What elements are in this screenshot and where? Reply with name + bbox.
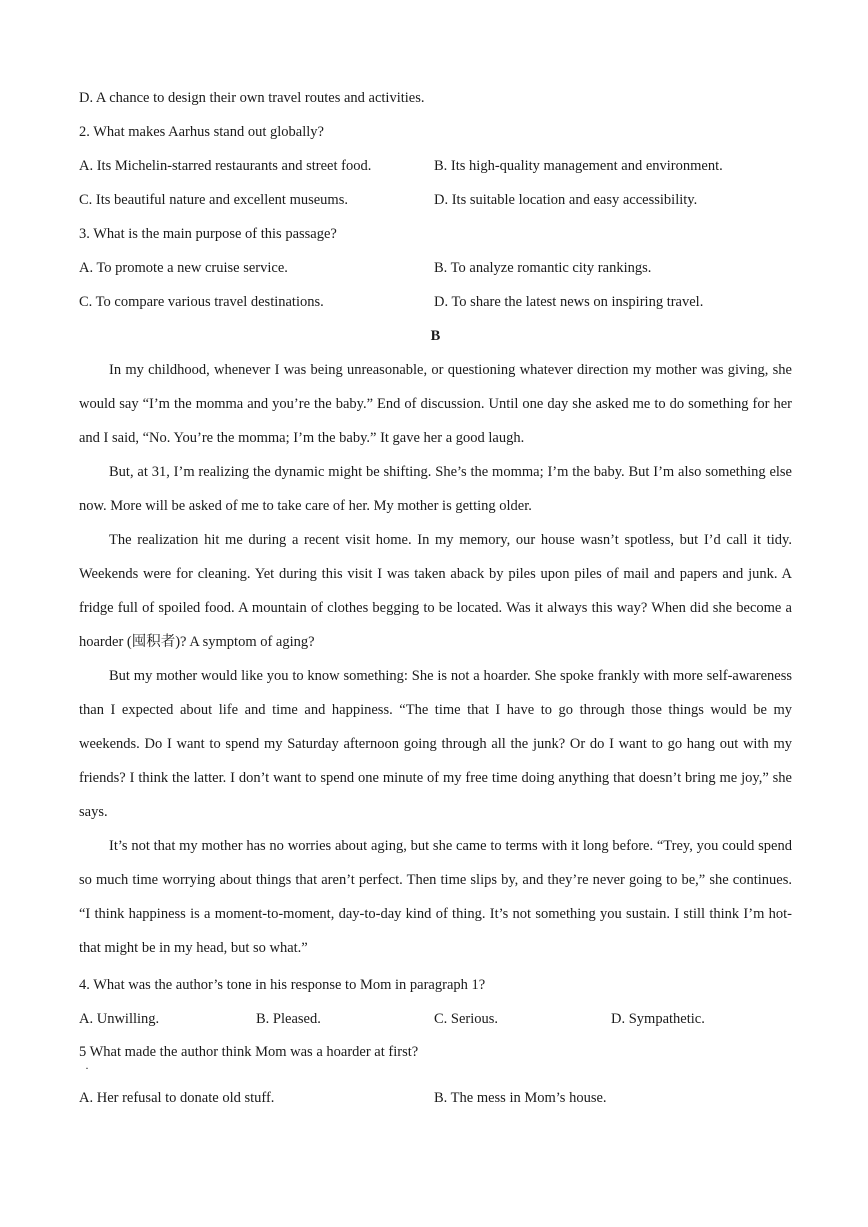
q3-option-d: D. To share the latest news on inspiring travel. — [434, 294, 704, 310]
passage-paragraph-2 — [79, 455, 792, 523]
question-4: 4. What was the author’s tone in his response to Mom in paragraph 1? — [79, 977, 486, 993]
passage-paragraph-4 — [79, 659, 792, 829]
question-3: 3. What is the main purpose of this passage? — [79, 226, 337, 242]
passage-paragraph-5 — [79, 829, 792, 965]
q2-options-row-1 — [79, 156, 792, 176]
q3-options-row-2 — [79, 292, 792, 312]
q4-option-b: B. Pleased. — [256, 1011, 321, 1027]
passage-paragraph-2-text: But, at 31, I’m realizing the dynamic might be shifting. She’s the momma; I’m the baby. But I’m also something else now. More will be asked of me to take care of her. My mother is getting older. — [79, 464, 792, 514]
q2-option-a: A. Its Michelin-starred restaurants and street food. — [79, 158, 372, 174]
question-5: 5 What made the author think Mom was a hoarder at first? — [79, 1044, 419, 1060]
passage-paragraph-1-text: In my childhood, whenever I was being unreasonable, or questioning whatever direction my mother was giving, she would say “I’m the momma and you’re the baby.” End of discussion. Until one day she asked me to do something for her and I said, “No. You’re the momma; I’m the baby.” It gave her a good laugh. — [79, 362, 792, 446]
section-heading: B — [430, 328, 441, 344]
q4-option-d: D. Sympathetic. — [611, 1011, 705, 1027]
passage-paragraph-4-text: But my mother would like you to know something: She is not a hoarder. She spoke frankly with more self-awareness than I expected about life and time and happiness. “The time that I have to go through those things would be my weekends. Do I want to spend my Saturday afternoon going through all the junk? Or do I want to go hang out with my friends? I think the latter. I don’t want to spend one minute of my free time doing anything that doesn’t bring me joy,” she says. — [79, 668, 792, 820]
q2-option-c: C. Its beautiful nature and excellent museums. — [79, 192, 348, 208]
stray-mark: · — [85, 1061, 89, 1075]
q2-option-d: D. Its suitable location and easy accessibility. — [434, 192, 698, 208]
passage-paragraph-1 — [79, 353, 792, 455]
q5-options-row — [79, 1088, 792, 1108]
q4-option-a: A. Unwilling. — [79, 1011, 160, 1027]
passage-paragraph-5-text: It’s not that my mother has no worries about aging, but she came to terms with it long before. “Trey, you could spend so much time worrying about things that aren’t perfect. Then time slips by, and they’re never going to be,” she continues. “I think happiness is a moment-to-moment, day-to-day kind of thing. It’s not something you sustain. I still think I’m hot- that might be in my head, but so what.” — [79, 838, 792, 956]
passage-paragraph-3-text: The realization hit me during a recent visit home. In my memory, our house wasn’t spotless, but I’d call it tidy. Weekends were for cleaning. Yet during this visit I was taken aback by piles upon piles of mail and papers and junk. A fridge full of spoiled food. A mountain of clothes begging to be located. Was it always this way? When did she become a hoarder (囤积者)? A symptom of aging? — [79, 532, 792, 650]
q3-option-b: B. To analyze romantic city rankings. — [434, 260, 652, 276]
q3-option-c: C. To compare various travel destinations. — [79, 294, 324, 310]
q5-option-b: B. The mess in Mom’s house. — [434, 1090, 607, 1106]
q4-option-c: C. Serious. — [434, 1011, 499, 1027]
q3-option-a: A. To promote a new cruise service. — [79, 260, 288, 276]
q5-option-a: A. Her refusal to donate old stuff. — [79, 1090, 275, 1106]
q4-options-row — [79, 1009, 792, 1029]
passage-paragraph-3 — [79, 523, 792, 659]
q2-option-b: B. Its high-quality management and environment. — [434, 158, 723, 174]
question-2: 2. What makes Aarhus stand out globally? — [79, 124, 324, 140]
q2-options-row-2 — [79, 190, 792, 210]
q1-option-d: D. A chance to design their own travel routes and activities. — [79, 90, 425, 106]
q3-options-row-1 — [79, 258, 792, 278]
